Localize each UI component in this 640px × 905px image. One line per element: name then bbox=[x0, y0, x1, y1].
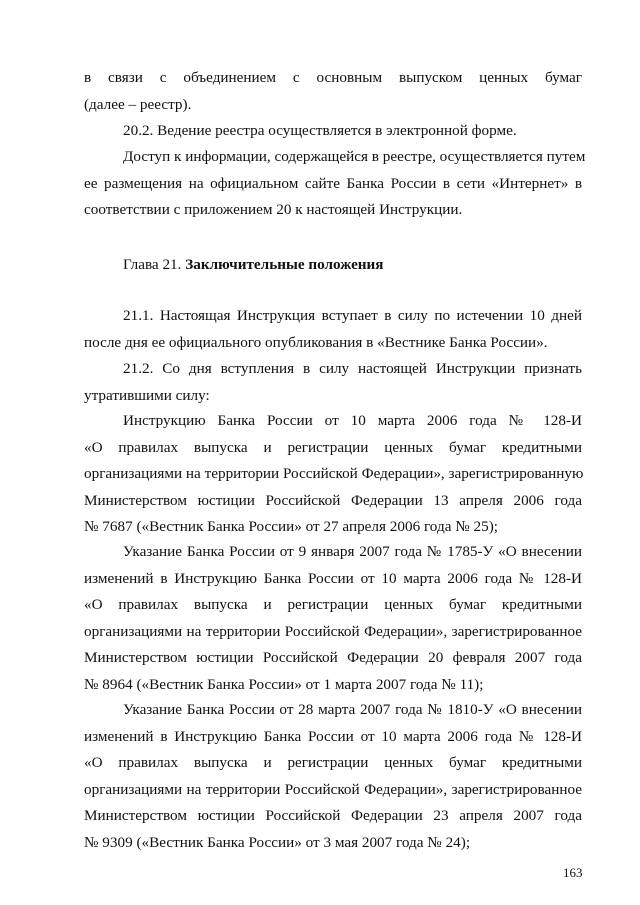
text-line: № 8964 («Вестник Банка России» от 1 марта 2007 года № 11); bbox=[84, 675, 484, 693]
text-line: «О правилах выпуска и регистрации ценных бумаг кредитными bbox=[84, 596, 582, 614]
text-line: изменений в Инструкцию Банка России от 10 марта 2006 года № 128-И bbox=[84, 569, 582, 587]
item-instruction-128-i bbox=[84, 408, 582, 541]
text-line: ее размещения на официальном сайте Банка России в сети «Интернет» в bbox=[84, 174, 582, 192]
paragraph-21-1 bbox=[84, 303, 582, 356]
text-line: Министерством юстиции Российской Федерации 20 февраля 2007 года bbox=[84, 649, 582, 667]
text-line: № 9309 («Вестник Банка России» от 3 мая 2007 года № 24); bbox=[84, 833, 471, 851]
text-line: № 7687 («Вестник Банка России» от 27 апреля 2006 года № 25); bbox=[84, 518, 498, 536]
text-line: организациями на территории Российской Федерации», зарегистрированную bbox=[84, 465, 584, 483]
chapter-number: Глава 21. bbox=[123, 256, 182, 273]
text-line: организациями на территории Российской Федерации», зарегистрированное bbox=[84, 622, 582, 640]
item-directive-1785-u bbox=[84, 539, 582, 699]
paragraph-20-2 bbox=[84, 118, 582, 145]
text-line: соответствии с приложением 20 к настоящей Инструкции. bbox=[84, 201, 463, 219]
text-line: утратившими силу: bbox=[84, 386, 210, 404]
item-directive-1810-u bbox=[84, 697, 582, 857]
text-line: (далее – реестр). bbox=[84, 95, 192, 113]
text-line: «О правилах выпуска и регистрации ценных бумаг кредитными bbox=[84, 438, 582, 456]
text-line: Министерством юстиции Российской Федерации 23 апреля 2007 года bbox=[84, 807, 582, 825]
text-line: Указание Банка России от 28 марта 2007 года № 1810-У «О внесении bbox=[123, 701, 582, 718]
text-line: Министерством юстиции Российской Федерации 13 апреля 2006 года bbox=[84, 491, 582, 509]
paragraph-registry-continuation bbox=[84, 65, 582, 118]
paragraph-21-2 bbox=[84, 356, 582, 409]
paragraph-text: 20.2. Ведение реестра осуществляется в электронной форме. bbox=[123, 122, 517, 139]
page-number: 163 bbox=[563, 865, 583, 880]
text-line: изменений в Инструкцию Банка России от 10 марта 2006 года № 128-И bbox=[84, 727, 582, 745]
chapter-heading bbox=[123, 252, 384, 279]
text-line: организациями на территории Российской Федерации», зарегистрированное bbox=[84, 780, 582, 798]
text-line: «О правилах выпуска и регистрации ценных бумаг кредитными bbox=[84, 754, 582, 772]
text-line: после дня ее официального опубликования в «Вестнике Банка России». bbox=[84, 333, 548, 351]
chapter-title: Заключительные положения bbox=[185, 256, 384, 273]
text-line: Указание Банка России от 9 января 2007 года № 1785-У «О внесении bbox=[123, 543, 582, 560]
text-line: 21.2. Со дня вступления в силу настоящей Инструкции признать bbox=[123, 360, 582, 377]
text-line: в связи с объединением с основным выпуском ценных бумаг bbox=[84, 69, 582, 86]
paragraph-access bbox=[84, 144, 586, 224]
text-line: Доступ к информации, содержащейся в реестре, осуществляется путем bbox=[123, 148, 586, 165]
text-line: Инструкцию Банка России от 10 марта 2006 года № 128-И bbox=[123, 412, 582, 429]
text-line: 21.1. Настоящая Инструкция вступает в силу по истечении 10 дней bbox=[123, 307, 582, 324]
